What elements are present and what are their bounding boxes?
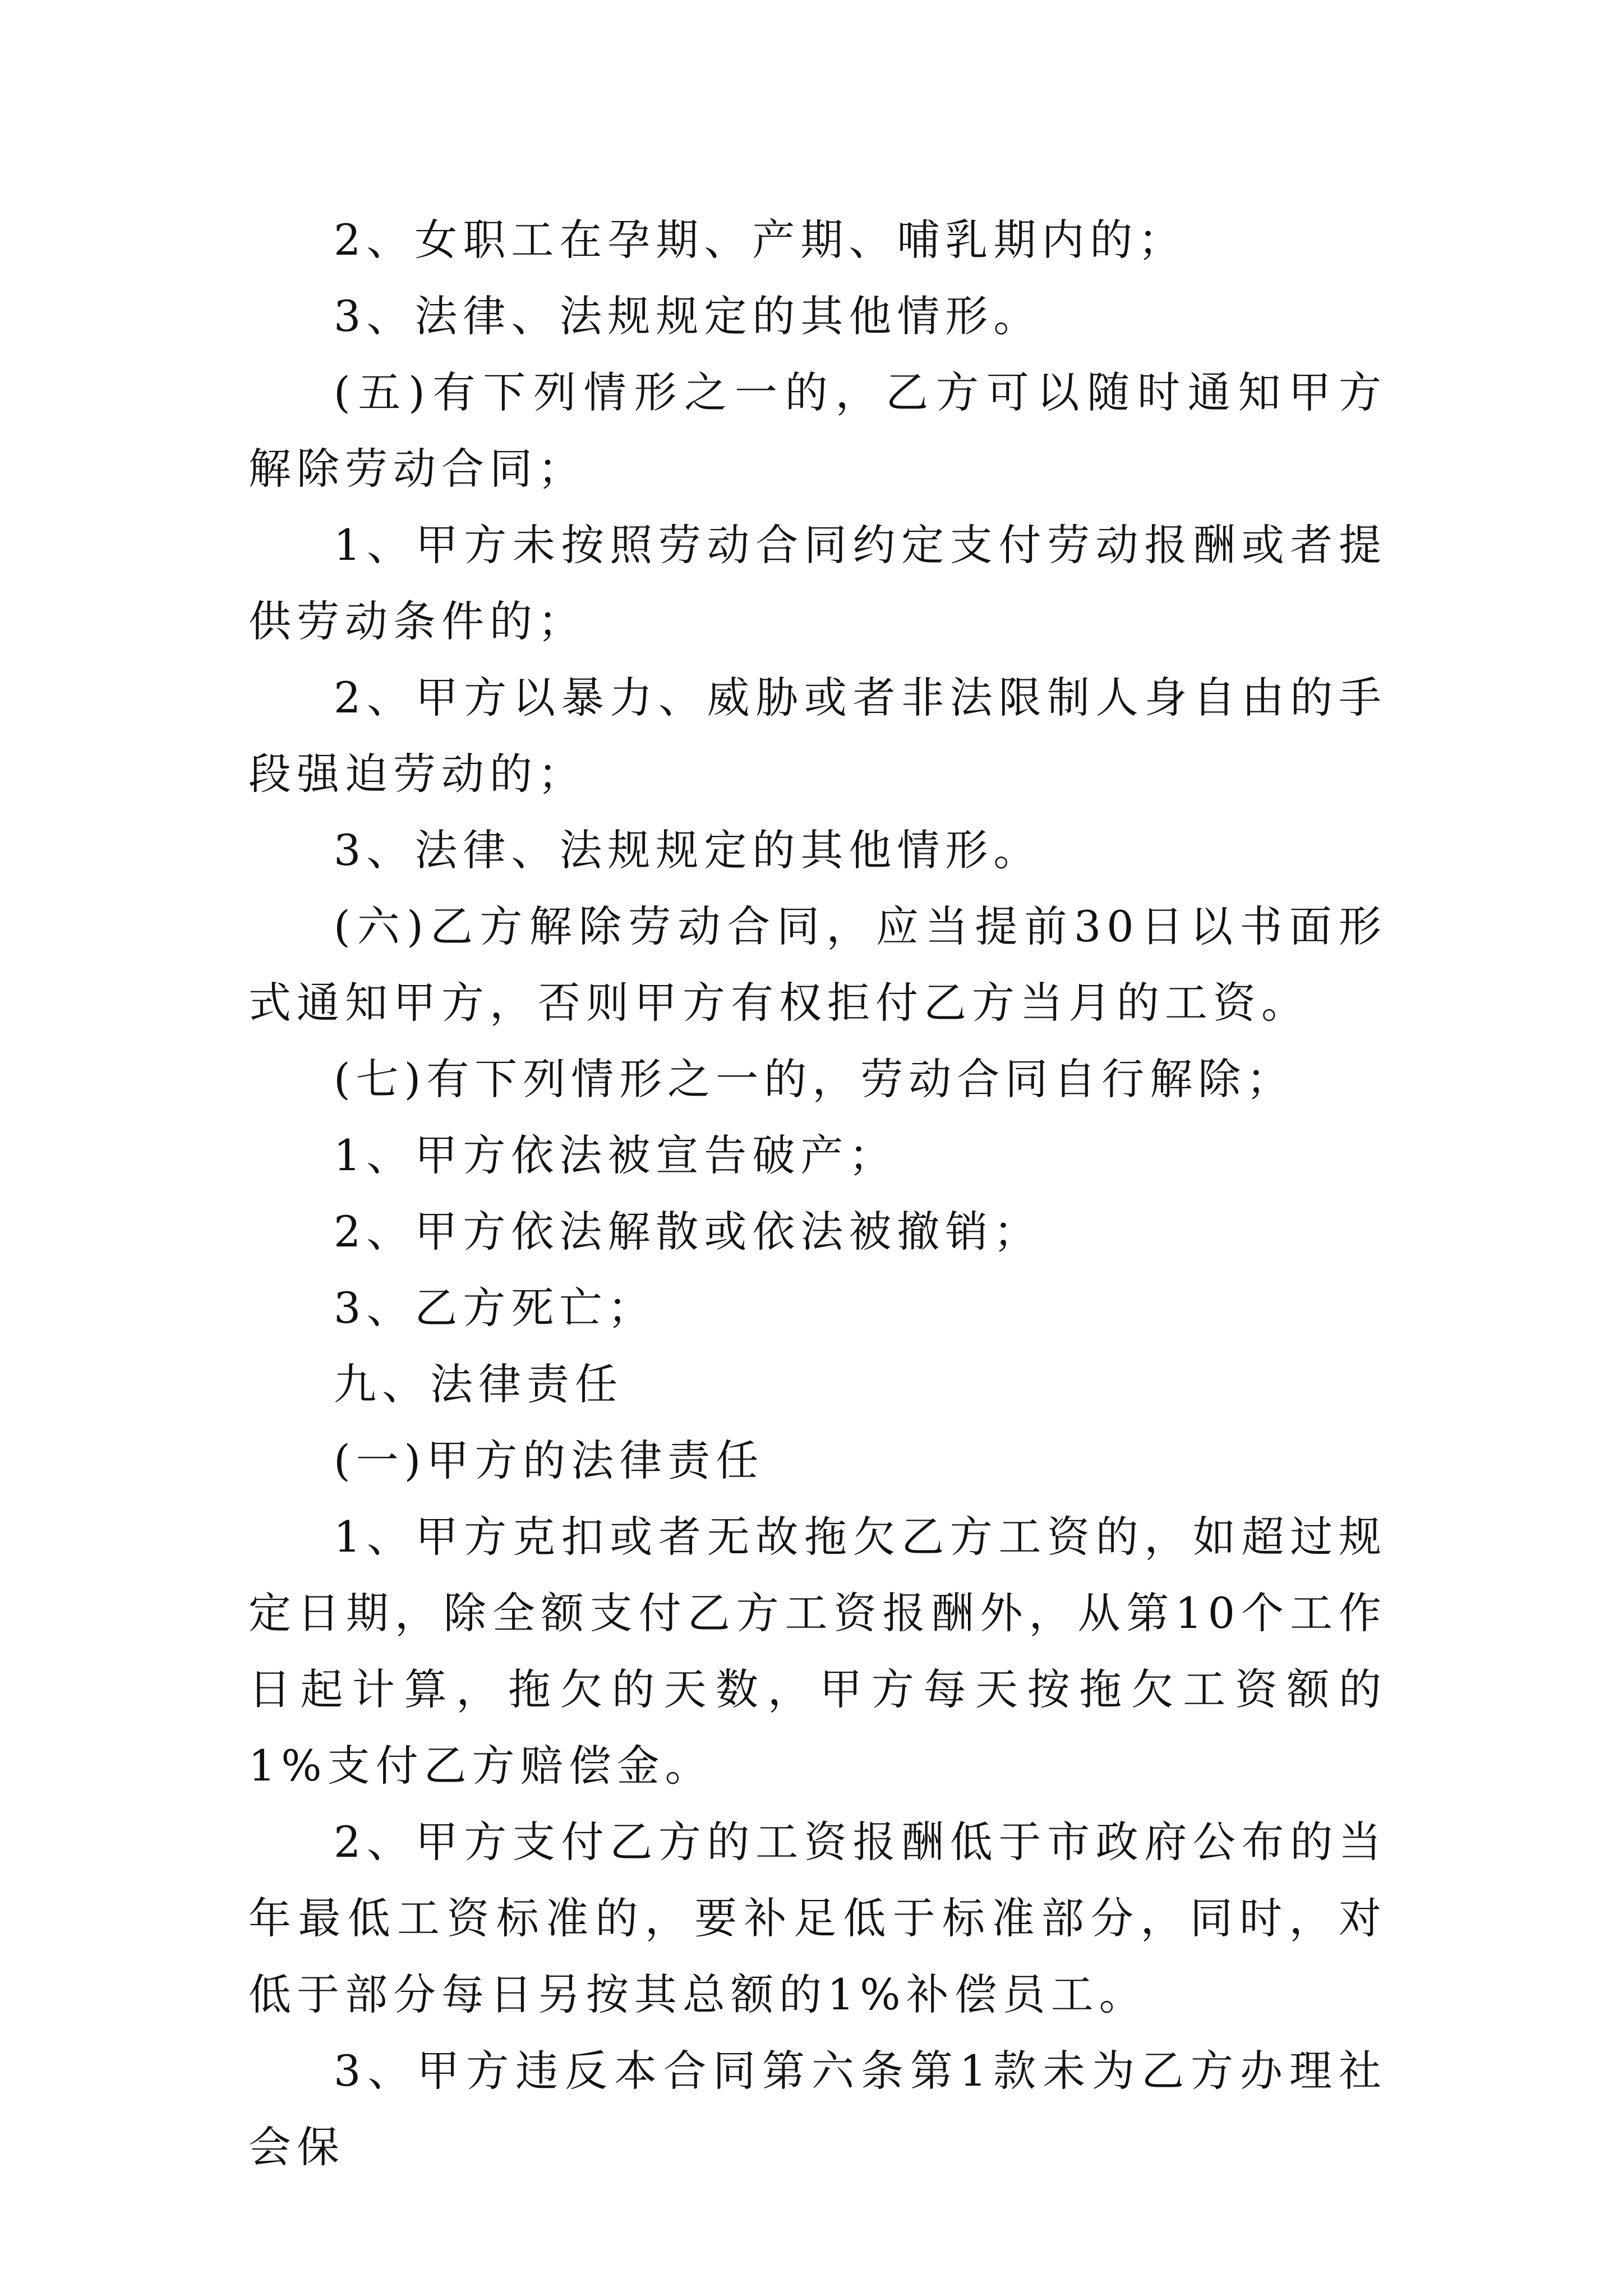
paragraph-3: (五)有下列情形之一的，乙方可以随时通知甲方解除劳动合同； [248, 367, 1387, 494]
paragraph-2: 3、法律、法规规定的其他情形。 [334, 291, 1042, 341]
paragraph-15: 2、甲方支付乙方的工资报酬低于市政府公布的当年最低工资标准的，要补足低于标准部分，同时，对低于部分每日另按其总额的1%补偿员工。 [248, 1817, 1387, 2019]
document-body [248, 202, 1387, 2185]
section-heading: 九、法律责任 [334, 1359, 623, 1409]
paragraph-5: 2、甲方以暴力、威胁或者非法限制人身自由的手段强迫劳动的； [248, 673, 1387, 799]
paragraph-8: (七)有下列情形之一的，劳动合同自行解除； [334, 1054, 1295, 1104]
paragraph-16: 3、甲方违反本合同第六条第1款未为乙方办理社会保 [248, 2046, 1387, 2172]
subsection-heading: (一)甲方的法律责任 [334, 1435, 764, 1485]
paragraph-11: 3、乙方死亡； [334, 1283, 656, 1333]
paragraph-6: 3、法律、法规规定的其他情形。 [334, 825, 1042, 875]
paragraph-7: (六)乙方解除劳动合同，应当提前30日以书面形式通知甲方，否则甲方有权拒付乙方当月的工资。 [248, 901, 1387, 1028]
paragraph-4: 1、甲方未按照劳动合同约定支付劳动报酬或者提供劳动条件的； [248, 520, 1387, 646]
paragraph-9: 1、甲方依法被宣告破产； [334, 1130, 897, 1180]
paragraph-14: 1、甲方克扣或者无故拖欠乙方工资的，如超过规定日期，除全额支付乙方工资报酬外，从第10个工作日起计算，拖欠的天数，甲方每天按拖欠工资额的1%支付乙方赔偿金。 [248, 1512, 1387, 1791]
paragraph-10: 2、甲方依法解散或依法被撤销； [334, 1207, 1042, 1257]
paragraph-1: 2、女职工在孕期、产期、哺乳期内的； [334, 215, 1187, 265]
